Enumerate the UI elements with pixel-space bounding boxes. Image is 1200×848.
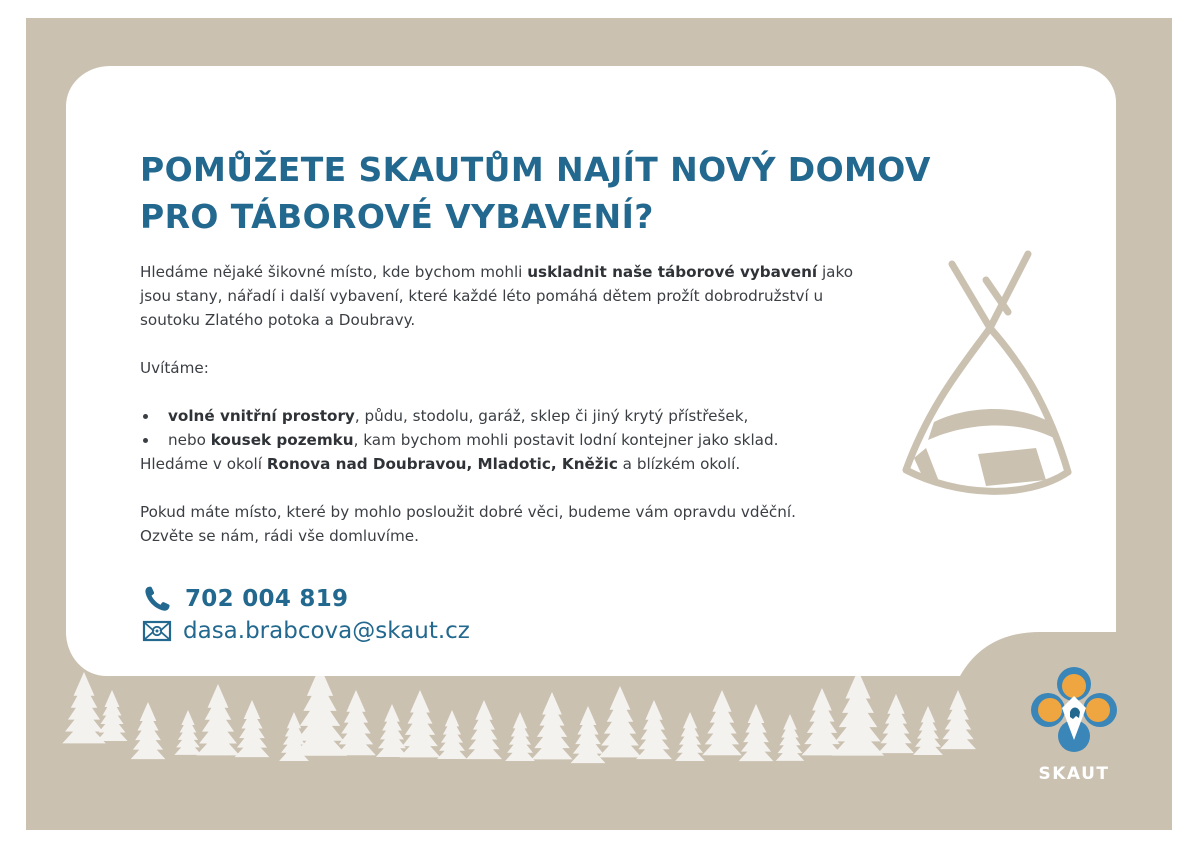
- list-item-bold: volné vnitřní prostory: [168, 407, 355, 425]
- spruce-tree: [532, 692, 573, 759]
- welcome-label: Uvítáme:: [140, 359, 209, 377]
- spruce-tree: [174, 710, 201, 755]
- list-item-prefix: nebo: [168, 431, 211, 449]
- spruce-tree: [336, 690, 376, 755]
- spruce-tree: [571, 706, 606, 763]
- spruce-tree: [739, 704, 774, 761]
- list-item: [140, 428, 860, 452]
- list-item: [140, 404, 860, 428]
- spruce-tree: [97, 690, 128, 741]
- location-text-2: a blízkém okolí.: [617, 455, 741, 473]
- list-item-text: , půdu, stodolu, garáž, sklep či jiný krytý přístřešek,: [354, 407, 749, 425]
- spruce-tree: [702, 690, 742, 755]
- intro-bold: uskladnit naše táborové vybavení: [527, 263, 818, 281]
- wishlist: [140, 404, 860, 452]
- spruce-tree: [598, 686, 641, 757]
- spruce-tree: [913, 706, 943, 755]
- intro-paragraph: [140, 260, 860, 332]
- title-line-1: POMŮŽETE SKAUTŮM NAJÍT NOVÝ DOMOV: [140, 150, 931, 189]
- closing-line-1: Pokud máte místo, které by mohlo posloužit dobré věci, budeme vám opravdu vděční.: [140, 503, 796, 521]
- phone-number[interactable]: 702 004 819: [185, 586, 349, 612]
- spruce-tree: [832, 670, 884, 756]
- tipi-icon: [896, 244, 1080, 516]
- spruce-tree: [376, 704, 408, 757]
- page-title: [140, 146, 931, 240]
- spruce-tree: [437, 710, 467, 759]
- spruce-tree: [196, 684, 239, 755]
- spruce-tree: [235, 700, 270, 757]
- spruce-tree: [802, 688, 843, 755]
- spruce-tree: [62, 672, 105, 743]
- spruce-tree: [131, 702, 166, 759]
- list-item-text: , kam bychom mohli postavit lodní kontejner jako sklad.: [353, 431, 779, 449]
- location-text-1: Hledáme v okolí: [140, 455, 267, 473]
- title-line-2: PRO TÁBOROVÉ VYBAVENÍ?: [140, 197, 654, 236]
- spruce-tree: [505, 712, 535, 761]
- closing-line-2: Ozvěte se nám, rádi vše domluvíme.: [140, 527, 419, 545]
- skaut-lily-icon: [1026, 662, 1122, 758]
- spruce-tree: [776, 714, 805, 761]
- spruce-tree: [878, 694, 914, 753]
- location-towns: Ronova nad Doubravou, Mladotic, Kněžic: [266, 455, 618, 473]
- tree-silhouettes: [62, 666, 976, 763]
- spruce-tree: [940, 690, 976, 749]
- spruce-tree: [400, 690, 441, 757]
- skaut-logo-text: SKAUT: [1038, 764, 1110, 784]
- intro-text-1: Hledáme nějaké šikovné místo, kde bychom mohli: [140, 263, 528, 281]
- email-address[interactable]: dasa.brabcova@skaut.cz: [183, 618, 470, 644]
- list-item-bold: kousek pozemku: [210, 431, 354, 449]
- spruce-tree: [636, 700, 672, 759]
- email-icon: [142, 616, 172, 646]
- spruce-tree: [675, 712, 705, 761]
- phone-contact[interactable]: [142, 584, 348, 614]
- body-text: [140, 260, 860, 548]
- email-contact[interactable]: [142, 616, 470, 646]
- intro-text-2: jako jsou stany, nářadí i další vybavení, které každé léto pomáhá dětem prožít dobrodružství u soutoku Zlatého potoka a Doubravy.: [140, 263, 854, 329]
- phone-icon: [142, 584, 172, 614]
- spruce-tree: [466, 700, 502, 759]
- location-paragraph: [140, 452, 860, 476]
